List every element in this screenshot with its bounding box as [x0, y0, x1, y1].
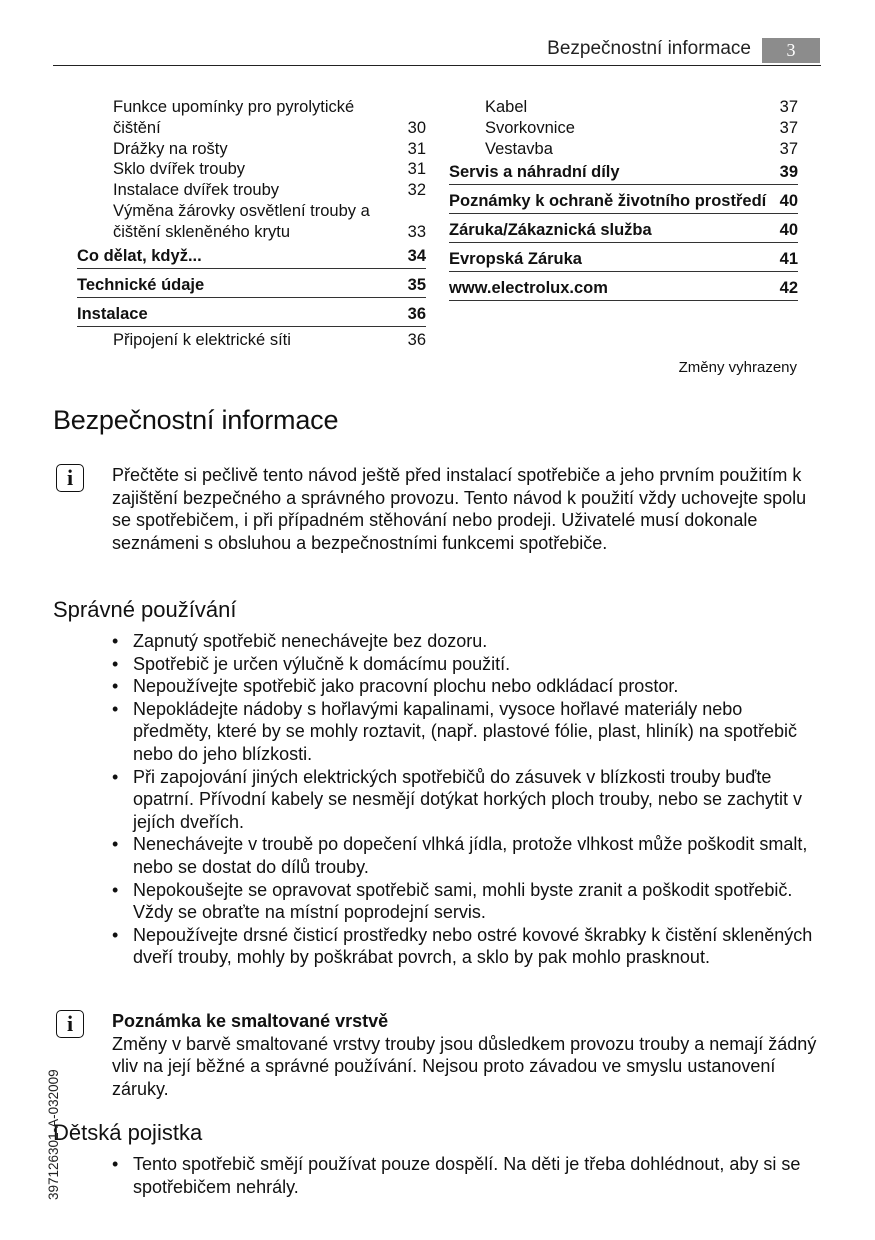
toc-entry-title: Vestavba: [485, 139, 553, 158]
toc-entry-page: 36: [407, 304, 426, 323]
toc-entry-title: www.electrolux.com: [449, 279, 608, 298]
enamel-note-title: Poznámka ke smaltované vrstvě: [112, 1011, 389, 1031]
section-title: Bezpečnostní informace: [53, 405, 339, 435]
toc-entry-page: 41: [779, 250, 798, 269]
info-icon: i: [56, 464, 84, 492]
toc-sub-entry: [449, 118, 798, 139]
enamel-note-text: Změny v barvě smaltované vrstvy trouby jsou důsledkem provozu trouby a nemají žádný vliv na její běžné a správné používání. Nejsou proto závadou ve smyslu ustanovení záruky.: [112, 1033, 817, 1099]
bullet-item: • Spotřebič je určen výlučně k domácímu použití.: [112, 653, 824, 676]
toc-main-entry: [449, 188, 798, 214]
toc-main-entry: [449, 159, 798, 185]
correct-use-heading: Správné používání: [53, 597, 237, 622]
toc-entry-title: Poznámky k ochraně životního prostředí: [449, 192, 767, 211]
bullet-item: • Nenechávejte v troubě po dopečení vlhká jídla, protože vlhkost může poškodit smalt, nebo se dostat do dílů trouby.: [112, 833, 824, 878]
toc-sub-entry: [77, 180, 426, 201]
toc-entry-title: Funkce upomínky pro pyrolytické čištění: [113, 98, 355, 137]
bullet-item: • Nepoužívejte spotřebič jako pracovní plochu nebo odkládací prostor.: [112, 675, 824, 698]
toc-entry-title: Drážky na rošty: [113, 139, 228, 158]
toc-entry-page: 37: [779, 98, 798, 116]
bullet-item: • Nepokládejte nádoby s hořlavými kapalinami, vysoce hořlavé materiály nebo předměty, které by se mohly roztavit, (např. plastové fólie, plast, hliník) na spotřebič nebo do jeho blízkosti.: [112, 698, 824, 766]
toc-entry-page: 31: [407, 139, 426, 158]
toc-entry-title: Instalace: [77, 304, 148, 323]
intro-paragraph: Přečtěte si pečlivě tento návod ještě před instalací spotřebiče a jeho prvním použitím k zajištění bezpečného a správného provozu. Tento návod k použití vždy uchovejte spolu se spotřebičem, i při případném stěhování nebo prodeji. Uživatelé musí dokonale seznámeni s obsluhou a bezpečnostními funkcemi spotřebiče.: [112, 465, 807, 553]
toc-main-entry: [449, 246, 798, 272]
toc-sub-entry: [449, 139, 798, 160]
toc-entry-page: 40: [779, 192, 798, 211]
toc-entry-page: 30: [407, 118, 426, 137]
toc-entry-page: 40: [779, 221, 798, 240]
changes-note: Změny vyhrazeny: [678, 359, 797, 376]
toc-entry-title: Evropská Záruka: [449, 250, 582, 269]
toc-sub-entry: [77, 139, 426, 160]
toc-sub-entry: [77, 159, 426, 180]
info-icon: i: [56, 1010, 84, 1038]
header-rule: [53, 65, 821, 66]
toc-entry-page: 37: [779, 139, 798, 158]
toc-entry-title: Instalace dvířek trouby: [113, 181, 279, 200]
toc-entry-page: 34: [407, 246, 426, 265]
toc-entry-page: 33: [407, 222, 426, 241]
toc-main-entry: [77, 272, 426, 298]
toc-entry-page: 42: [779, 279, 798, 298]
toc-entry-page: 31: [407, 160, 426, 179]
toc-entry-page: 36: [407, 330, 426, 349]
child-lock-list: [112, 1153, 824, 1198]
page-number-badge: 3: [762, 38, 820, 63]
header-title: Bezpečnostní informace: [547, 38, 751, 59]
toc-main-entry: [77, 243, 426, 269]
toc-entry-title: Svorkovnice: [485, 118, 575, 137]
toc-sub-entry: [77, 201, 426, 243]
bullet-item: • Při zapojování jiných elektrických spotřebičů do zásuvek v blízkosti trouby buďte opatrní. Přívodní kabely se nesmějí dotýkat horkých ploch trouby, nebo se zachytit v jejích dveřích.: [112, 766, 824, 834]
toc-entry-title: Sklo dvířek trouby: [113, 160, 246, 179]
toc-entry-title: Co dělat, když...: [77, 246, 202, 265]
toc-main-entry: [449, 217, 798, 243]
toc-entry-title: Technické údaje: [77, 275, 205, 294]
correct-use-list: [112, 630, 824, 969]
toc-left-column: [77, 97, 426, 350]
toc-sub-entry: [449, 97, 798, 118]
toc-entry-page: 39: [779, 163, 798, 182]
toc-sub-entry: [77, 330, 426, 351]
toc-entry-page: 35: [407, 275, 426, 294]
toc-entry-title: Záruka/Zákaznická služba: [449, 221, 652, 240]
toc-entry-title: Připojení k elektrické síti: [113, 330, 291, 349]
toc-entry-title: Výměna žárovky osvětlení trouby a čištění skleněného krytu: [113, 201, 370, 241]
toc-main-entry: [77, 301, 426, 327]
toc-entry-page: 32: [407, 181, 426, 200]
toc-entry-title: Servis a náhradní díly: [449, 163, 620, 182]
child-lock-heading: Dětská pojistka: [53, 1120, 203, 1145]
toc-entry-page: 37: [779, 118, 798, 137]
bullet-item: • Tento spotřebič smějí používat pouze dospělí. Na děti je třeba dohlédnout, aby si se spotřebičem nehrály.: [112, 1153, 824, 1198]
bullet-item: • Nepoužívejte drsné čisticí prostředky nebo ostré kovové škrabky k čistění skleněných dveří trouby, mohly by poškrábat povrch, a sklo by pak mohlo prasknout.: [112, 924, 824, 969]
document-code: 397126301-A-032009: [46, 1069, 61, 1200]
bullet-item: • Nepokoušejte se opravovat spotřebič sami, mohli byste zranit a poškodit spotřebič. Vždy se obraťte na místní poprodejní servis.: [112, 879, 824, 924]
toc-sub-entry: [77, 97, 426, 139]
toc-entry-title: Kabel: [485, 98, 528, 116]
bullet-item: • Zapnutý spotřebič nenechávejte bez dozoru.: [112, 630, 824, 653]
toc-main-entry: [449, 275, 798, 301]
enamel-note: [112, 1010, 824, 1100]
toc-right-column: [449, 97, 798, 304]
